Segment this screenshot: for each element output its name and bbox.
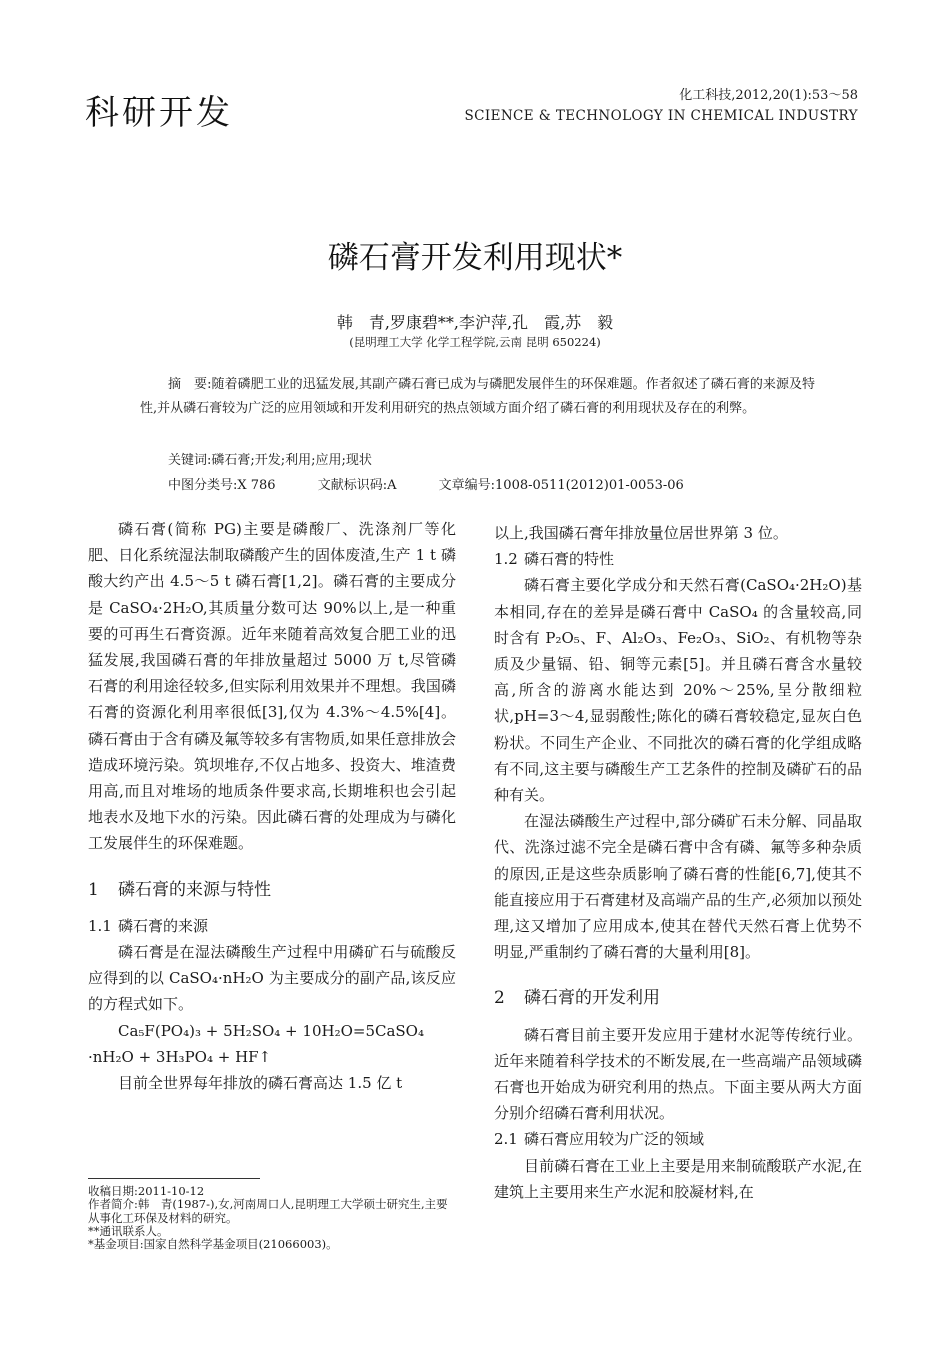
corresponding-note: **通讯联系人。	[88, 1223, 169, 1238]
received-date: 收稿日期:2011-10-12	[88, 1184, 205, 1198]
document-code: 文献标识码:A	[317, 478, 397, 493]
article-number: 文章编号:1008-0511(2012)01-0053-06	[438, 478, 684, 493]
paragraph-world: 目前全世界每年排放的磷石膏高达 1.5 亿 t	[118, 1074, 403, 1093]
subsection-number: 2.1	[494, 1130, 518, 1149]
section-title: 磷石膏的来源与特性	[118, 879, 271, 900]
funding-note: *基金项目:国家自然科学基金项目(21066003)。	[88, 1237, 338, 1252]
footnotes	[88, 1185, 458, 1251]
affiliation: (昆明理工大学 化学工程学院,云南 昆明 650224)	[349, 335, 601, 349]
section-title: 磷石膏的开发利用	[524, 988, 660, 1009]
classification-line	[168, 474, 722, 493]
abstract: 摘 要:随着磷肥工业的迅猛发展,其副产磷石膏已成为与磷肥发展伴生的环保难题。作者叙述了磷石膏的来源及特性,并从磷石膏较为广泛的应用领域和开发利用研究的热点领域方面介绍了磷石膏的利用现状及存在的利弊。	[140, 377, 815, 416]
section-label: 科研开发	[85, 93, 233, 133]
journal-name: SCIENCE & TECHNOLOGY IN CHEMICAL INDUSTRY	[464, 108, 858, 124]
paragraph-wide-use: 目前磷石膏在工业上主要是用来制硫酸联产水泥,在建筑上主要用来生产水泥和胶凝材料,在	[494, 1156, 862, 1201]
equation-line-2: ·nH₂O + 3H₃PO₄ + HF↑	[88, 1047, 272, 1066]
body-column-right	[494, 520, 862, 1205]
footnote-rule	[88, 1178, 260, 1179]
author-list: 韩 青,罗康碧**,李沪萍,孔 霞,苏 毅	[336, 313, 614, 332]
subsection-number: 1.2	[494, 550, 518, 569]
body-column-left	[88, 516, 456, 1096]
section-heading-2	[494, 985, 862, 1011]
subsection-number: 1.1	[88, 916, 112, 935]
paragraph-development: 磷石膏目前主要开发应用于建材水泥等传统行业。近年来随着科学技术的不断发展,在一些高端产品领域磷石膏也开始成为研究利用的热点。下面主要从两大方面分别介绍磷石膏利用状况。	[494, 1025, 862, 1123]
journal-citation: 化工科技,2012,20(1):53～58	[679, 88, 858, 103]
paragraph-intro: 磷石膏(简称 PG)主要是磷酸厂、洗涤剂厂等化肥、日化系统湿法制取磷酸产生的固体废渣,生产 1 t 磷酸大约产出 4.5～5 t 磷石膏[1,2]。磷石膏的主要成分是 CaSO₄·2H₂O,其质量分数可达 90%以上,是一种重要的可再生石膏资源。近年来随着高效复合肥工业的迅猛发展,我国磷石膏的年排放量超过 5000 万 t,尽管磷石膏的利用途径较多,但实际利用效果并不理想。我国磷石膏的资源化利用率很低[3],仅为 4.3%～4.5%[4]。磷石膏由于含有磷及氟等较多有害物质,如果任意排放会造成环境污染。筑坝堆存,不仅占地多、投资大、堆渣费用高,而且对堆场的地质条件要求高,长期堆积也会引起地表水及地下水的污染。因此磷石膏的处理成为与磷化工发展伴生的环保难题。	[88, 520, 456, 853]
clc-number: 中图分类号:X 786	[168, 478, 276, 493]
subsection-heading-2-1	[494, 1126, 862, 1152]
paper-title: 磷石膏开发利用现状*	[327, 240, 623, 276]
paragraph-world-cont: 以上,我国磷石膏年排放量位居世界第 3 位。	[494, 524, 788, 542]
equation-line-1: Ca₅F(PO₄)₃ + 5H₂SO₄ + 10H₂O=5CaSO₄	[118, 1021, 424, 1040]
section-number: 2	[494, 988, 505, 1009]
paragraph-characteristics: 磷石膏主要化学成分和天然石膏(CaSO₄·2H₂O)基本相同,存在的差异是磷石膏中 CaSO₄ 的含量较高,同时含有 P₂O₅、F、Al₂O₃、Fe₂O₃、SiO₂、有机物等杂质及少量镉、铅、铜等元素[5]。并且磷石膏含水量较高,所含的游离水能达到 20%～25%,呈分散细粒状,pH=3～4,显弱酸性;陈化的磷石膏较稳定,显灰白色粉状。不同生产企业、不同批次的磷石膏的化学组成略有不同,这主要与磷酸生产工艺条件的控制及磷矿石的品种有关。	[494, 576, 862, 805]
section-number: 1	[88, 879, 99, 900]
subsection-title: 磷石膏的来源	[118, 916, 209, 935]
subsection-heading-1-2	[494, 546, 862, 572]
subsection-heading-1-1	[88, 913, 456, 939]
section-heading-1	[88, 877, 456, 903]
keywords: 关键词:磷石膏;开发;利用;应用;现状	[168, 453, 372, 468]
author-bio: 作者简介:韩 青(1987-),女,河南周口人,昆明理工大学硕士研究生,主要从事化工环保及材料的研究。	[88, 1197, 448, 1225]
subsection-title: 磷石膏应用较为广泛的领域	[524, 1130, 705, 1149]
paragraph-impurities: 在湿法磷酸生产过程中,部分磷矿石未分解、同晶取代、洗涤过滤不完全是磷石膏中含有磷、氟等多种杂质的原因,正是这些杂质影响了磷石膏的性能[6,7],使其不能直接应用于石膏建材及高端产品的生产,必须加以预处理,这又增加了应用成本,使其在替代天然石膏上优势不明显,严重制约了磷石膏的大量利用[8]。	[494, 812, 862, 962]
subsection-title: 磷石膏的特性	[524, 550, 615, 569]
paragraph-source: 磷石膏是在湿法磷酸生产过程中用磷矿石与硫酸反应得到的以 CaSO₄·nH₂O 为主要成分的副产品,该反应的方程式如下。	[88, 943, 456, 1014]
